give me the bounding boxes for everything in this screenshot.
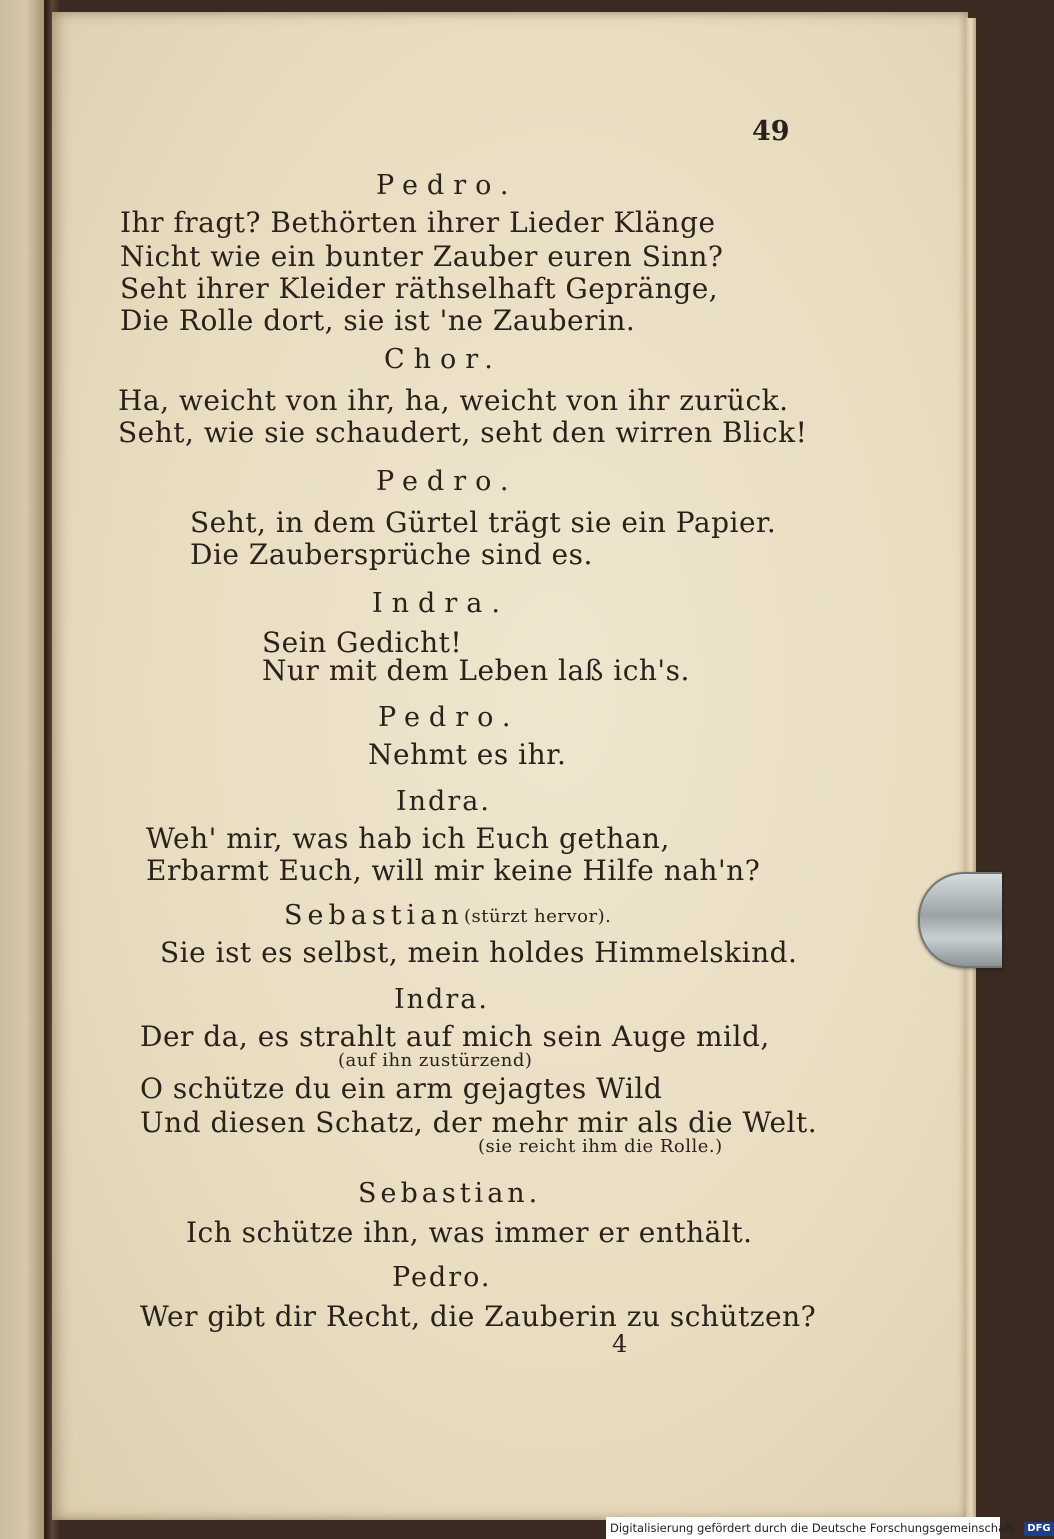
verse-line: Seht, in dem Gürtel trägt sie ein Papier. (190, 506, 777, 539)
verse-line: Nur mit dem Leben laß ich's. (262, 654, 690, 687)
footer-text: Digitalisierung gefördert durch die Deutsche Forschungsgemeinschaft - (610, 1521, 1022, 1535)
speaker-heading: Pedro. (376, 466, 518, 497)
verse-line: Nicht wie ein bunter Zauber euren Sinn? (120, 240, 724, 273)
verse-line: O schütze du ein arm gejagtes Wild (140, 1072, 663, 1105)
stage-direction: (auf ihn zustürzend) (338, 1050, 533, 1071)
signature-mark: 4 (612, 1330, 628, 1358)
dfg-logo: DFG (1024, 1522, 1053, 1536)
page-stack-edge (966, 18, 976, 1518)
clamp-clip (918, 872, 1002, 968)
verse-line: Der da, es strahlt auf mich sein Auge mild, (140, 1020, 770, 1053)
verse-line: Und diesen Schatz, der mehr mir als die Welt. (140, 1106, 818, 1139)
verse-line: Die Zaubersprüche sind es. (190, 538, 593, 571)
speaker-heading: Indra. (396, 786, 491, 817)
speaker-heading: Indra. (372, 588, 509, 619)
verse-line: Wer gibt dir Recht, die Zauberin zu schützen? (140, 1300, 817, 1333)
verse-line: Die Rolle dort, sie ist 'ne Zauberin. (120, 304, 636, 337)
speaker-heading: Chor. (384, 344, 502, 375)
speaker-heading: Indra. (394, 984, 489, 1015)
verse-line: Sie ist es selbst, mein holdes Himmelskind. (160, 936, 798, 969)
stage-direction: (sie reicht ihm die Rolle.) (478, 1136, 723, 1157)
stage-direction: (stürzt hervor). (464, 906, 612, 927)
verse-line: Ihr fragt? Bethörten ihrer Lieder Klänge (120, 206, 716, 239)
verse-line: Weh' mir, was hab ich Euch gethan, (146, 822, 670, 855)
verse-line: Nehmt es ihr. (368, 738, 567, 771)
verse-line: Seht ihrer Kleider räthselhaft Gepränge, (120, 272, 719, 305)
verse-line: Erbarmt Euch, will mir keine Hilfe nah'n? (146, 854, 761, 887)
speaker-heading: Pedro. (378, 702, 520, 733)
left-page-edge (0, 0, 44, 1539)
verse-line: Ich schütze ihn, was immer er enthält. (186, 1216, 753, 1249)
verse-line: Seht, wie sie schaudert, seht den wirren Blick! (118, 416, 808, 449)
speaker-heading: Pedro. (376, 170, 518, 201)
speaker-heading: Sebastian. (358, 1178, 542, 1209)
verse-line: Sein Gedicht! (262, 626, 463, 659)
verse-line: Ha, weicht von ihr, ha, weicht von ihr zurück. (118, 384, 789, 417)
page-number: 49 (752, 116, 790, 147)
speaker-heading: Sebastian (284, 900, 464, 931)
footer-credit (606, 1517, 1051, 1539)
speaker-heading: Pedro. (392, 1262, 492, 1293)
